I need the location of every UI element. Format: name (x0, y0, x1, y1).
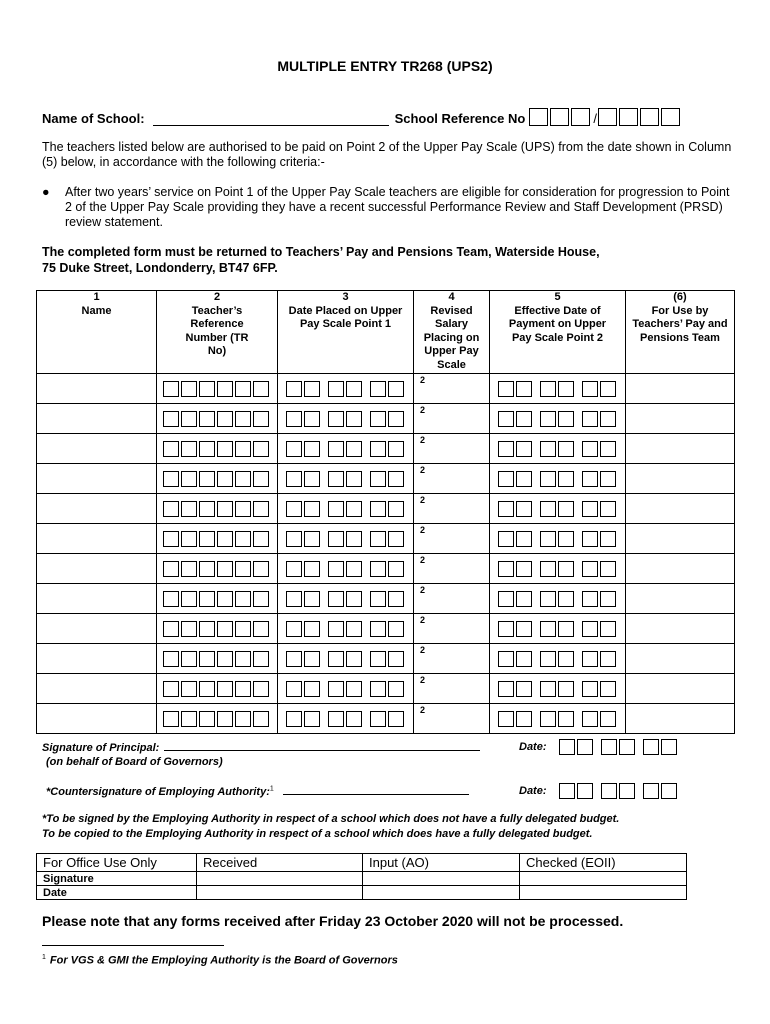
office-team-cell (626, 644, 735, 674)
office-header: Input (AO) (363, 854, 520, 872)
revised-salary-cell: 2 (414, 404, 490, 434)
school-details-line (42, 108, 682, 126)
form-title: MULTIPLE ENTRY TR268 (UPS2) (277, 58, 493, 74)
office-cell[interactable] (520, 886, 687, 900)
table-row (37, 584, 735, 614)
return-address-line: The completed form must be returned to Teachers’ Pay and Pensions Team, Waterside House, (42, 245, 600, 259)
column-header: 1 Name (37, 291, 157, 374)
reference-separator: / (593, 111, 597, 126)
principal-sub-label: (on behalf of Board of Governors) (46, 756, 223, 768)
tr-number-cell[interactable] (157, 434, 278, 464)
office-header: Received (197, 854, 363, 872)
table-row (37, 434, 735, 464)
office-cell[interactable] (520, 872, 687, 886)
office-header: For Office Use Only (37, 854, 197, 872)
effective-date-cell[interactable] (490, 374, 626, 404)
office-row-label: Signature (37, 872, 197, 886)
date-placed-cell[interactable] (278, 584, 414, 614)
countersignature-date (519, 783, 679, 799)
office-use-table (36, 853, 687, 900)
revised-salary-cell: 2 (414, 704, 490, 734)
school-name-field[interactable] (153, 113, 389, 126)
office-team-cell (626, 584, 735, 614)
office-team-cell (626, 524, 735, 554)
tr-number-cell[interactable] (157, 644, 278, 674)
office-cell[interactable] (197, 872, 363, 886)
note-line: *To be signed by the Employing Authority in respect of a school which does not have a fully delegated budget. (42, 813, 620, 825)
office-header: Checked (EOII) (520, 854, 687, 872)
name-cell[interactable] (37, 644, 157, 674)
date-field[interactable] (601, 739, 637, 755)
date-placed-cell[interactable] (278, 644, 414, 674)
name-cell[interactable] (37, 524, 157, 554)
office-row-label: Date (37, 886, 197, 900)
name-cell[interactable] (37, 494, 157, 524)
tr-number-cell[interactable] (157, 584, 278, 614)
date-label: Date: (519, 785, 547, 797)
table-row (37, 644, 735, 674)
effective-date-cell[interactable] (490, 614, 626, 644)
office-team-cell (626, 404, 735, 434)
date-placed-cell[interactable] (278, 374, 414, 404)
office-team-cell (626, 374, 735, 404)
effective-date-cell[interactable] (490, 674, 626, 704)
office-team-cell (626, 704, 735, 734)
date-placed-cell[interactable] (278, 674, 414, 704)
countersignature-label: *Countersignature of Employing Authority: (46, 786, 270, 798)
tr-number-cell[interactable] (157, 524, 278, 554)
tr-number-cell[interactable] (157, 704, 278, 734)
tr-number-cell[interactable] (157, 554, 278, 584)
delegated-budget-notes (42, 812, 619, 842)
principal-signature-line (42, 741, 480, 754)
table-row (37, 674, 735, 704)
name-cell[interactable] (37, 614, 157, 644)
school-reference-field[interactable] (529, 108, 682, 126)
office-team-cell (626, 494, 735, 524)
effective-date-cell[interactable] (490, 584, 626, 614)
tr-number-cell[interactable] (157, 374, 278, 404)
office-team-cell (626, 554, 735, 584)
tr-number-cell[interactable] (157, 464, 278, 494)
revised-salary-cell: 2 (414, 464, 490, 494)
effective-date-cell[interactable] (490, 434, 626, 464)
effective-date-cell[interactable] (490, 464, 626, 494)
office-cell[interactable] (363, 886, 520, 900)
revised-salary-cell: 2 (414, 584, 490, 614)
countersignature-field[interactable] (283, 785, 469, 795)
name-cell[interactable] (37, 704, 157, 734)
date-field[interactable] (559, 783, 595, 799)
date-placed-cell[interactable] (278, 524, 414, 554)
principal-date (519, 739, 679, 755)
date-placed-cell[interactable] (278, 434, 414, 464)
date-field[interactable] (643, 783, 679, 799)
revised-salary-cell: 2 (414, 614, 490, 644)
date-placed-cell[interactable] (278, 494, 414, 524)
revised-salary-cell: 2 (414, 494, 490, 524)
return-address-line: 75 Duke Street, Londonderry, BT47 6FP. (42, 260, 278, 275)
footnote-divider (42, 945, 224, 946)
date-placed-cell[interactable] (278, 464, 414, 494)
effective-date-cell[interactable] (490, 524, 626, 554)
school-reference-label: School Reference No (394, 111, 526, 126)
criteria-text: After two years’ service on Point 1 of the Upper Pay Scale teachers are eligible for consideration for progression to Point 2 of the Upper Pay Scale providing they have a recent successful Performance Review and Staff Development (PRSD) review statement. (65, 185, 730, 229)
revised-salary-cell: 2 (414, 554, 490, 584)
column-header: (6) For Use by Teachers’ Pay and Pensions Team (626, 291, 735, 374)
return-address (42, 245, 732, 276)
effective-date-cell[interactable] (490, 554, 626, 584)
date-field[interactable] (559, 739, 595, 755)
column-header: 5 Effective Date of Payment on Upper Pay Scale Point 2 (490, 291, 626, 374)
name-cell[interactable] (37, 584, 157, 614)
countersignature-line (46, 785, 469, 798)
table-row (37, 494, 735, 524)
office-team-cell (626, 434, 735, 464)
date-placed-cell[interactable] (278, 554, 414, 584)
date-placed-cell[interactable] (278, 704, 414, 734)
date-field[interactable] (643, 739, 679, 755)
tr-number-cell[interactable] (157, 674, 278, 704)
teachers-table (36, 290, 735, 734)
table-row (37, 704, 735, 734)
name-cell[interactable] (37, 554, 157, 584)
note-line: To be copied to the Employing Authority in respect of a school which does have a fully delegated budget. (42, 828, 593, 840)
revised-salary-cell: 2 (414, 674, 490, 704)
tr-number-cell[interactable] (157, 404, 278, 434)
name-cell[interactable] (37, 674, 157, 704)
principal-signature-label: Signature of Principal: (42, 742, 160, 754)
name-cell[interactable] (37, 434, 157, 464)
table-row (37, 404, 735, 434)
table-row (37, 554, 735, 584)
name-cell[interactable] (37, 374, 157, 404)
effective-date-cell[interactable] (490, 494, 626, 524)
date-placed-cell[interactable] (278, 614, 414, 644)
effective-date-cell[interactable] (490, 704, 626, 734)
date-label: Date: (519, 741, 547, 753)
effective-date-cell[interactable] (490, 404, 626, 434)
office-team-cell (626, 674, 735, 704)
column-header: 4 Revised Salary Placing on Upper Pay Scale (414, 291, 490, 374)
footnote-marker: 1 (42, 954, 46, 961)
deadline-notice: Please note that any forms received after Friday 23 October 2020 will not be processed. (42, 913, 624, 929)
table-row (37, 524, 735, 554)
date-placed-cell[interactable] (278, 404, 414, 434)
footnote (42, 954, 398, 967)
table-row (37, 464, 735, 494)
school-name-label: Name of School: (42, 111, 145, 126)
tr-number-cell[interactable] (157, 494, 278, 524)
criteria-bullet (42, 185, 732, 230)
column-header: 2 Teacher’s Reference Number (TR No) (157, 291, 278, 374)
revised-salary-cell: 2 (414, 374, 490, 404)
intro-paragraph: The teachers listed below are authorised to be paid on Point 2 of the Upper Pay Scale (UPS) from the date shown in Column (5) below, in accordance with the following criteria:- (42, 140, 732, 169)
revised-salary-cell: 2 (414, 524, 490, 554)
office-cell[interactable] (197, 886, 363, 900)
footnote-marker: 1 (269, 785, 274, 793)
name-cell[interactable] (37, 404, 157, 434)
name-cell[interactable] (37, 464, 157, 494)
effective-date-cell[interactable] (490, 644, 626, 674)
bullet-icon: ● (42, 185, 50, 199)
footnote-text: For VGS & GMI the Employing Authority is the Board of Governors (49, 954, 398, 967)
office-team-cell (626, 614, 735, 644)
date-field[interactable] (601, 783, 637, 799)
tr-number-cell[interactable] (157, 614, 278, 644)
table-row (37, 614, 735, 644)
revised-salary-cell: 2 (414, 644, 490, 674)
principal-signature-field[interactable] (164, 741, 480, 751)
office-team-cell (626, 464, 735, 494)
column-header: 3 Date Placed on Upper Pay Scale Point 1 (278, 291, 414, 374)
revised-salary-cell: 2 (414, 434, 490, 464)
office-cell[interactable] (363, 872, 520, 886)
table-row (37, 374, 735, 404)
